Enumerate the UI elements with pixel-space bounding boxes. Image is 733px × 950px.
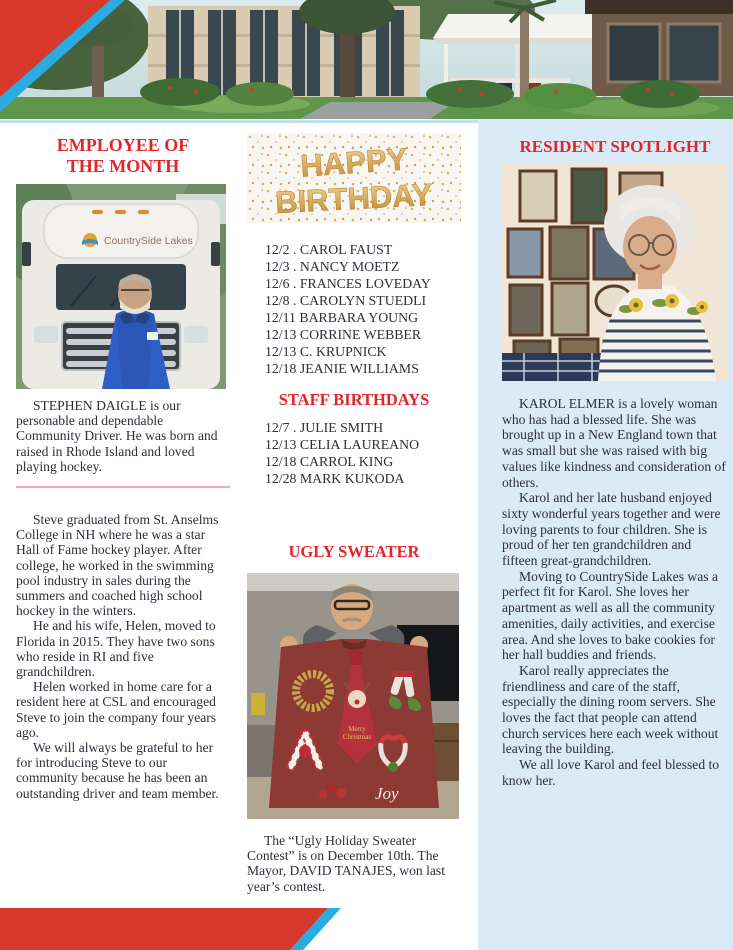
joy-text: Joy bbox=[375, 784, 399, 803]
banner-word-birthday: BIRTHDAY bbox=[274, 176, 434, 221]
birthday-list-item: 12/18 CARROL KING bbox=[265, 454, 394, 469]
resident-paragraph: Moving to CountrySide Lakes was a perfect fit for Karol. She loves her apartment as well as all the community amenities, daily activities, and exercise area. And she loves to bake cookies for her hall buddies and friends. bbox=[502, 568, 718, 663]
employee-title-line1: EMPLOYEE OF bbox=[56, 135, 190, 155]
bottom-left-corner-ribbon bbox=[0, 908, 345, 950]
happy-birthday-banner bbox=[247, 133, 461, 223]
resident-paragraph: Karol really appreciates the friendliness and care of the staff, especially the dining room servers. She loves the fact that people can attend church services here each week without leaving the building. bbox=[502, 662, 719, 757]
employee-paragraph: We will always be grateful to her for introducing Steve to our community because he has been an outstanding driver and team member. bbox=[16, 740, 219, 801]
birthday-list-item: 12/2 . CAROL FAUST bbox=[265, 242, 393, 257]
employee-story bbox=[16, 512, 230, 801]
employee-paragraph: Steve graduated from St. Anselms College in NH where he was a star Hall of Fame hockey player. After college, he worked in the swimming pool industry in sales during the summers and coached high school hockey in the winters. bbox=[16, 512, 219, 619]
birthday-list-item: 12/28 MARK KUKODA bbox=[265, 471, 405, 486]
ugly-sweater-caption bbox=[247, 833, 461, 894]
staff-birthday-list bbox=[247, 419, 461, 487]
couch bbox=[502, 353, 612, 381]
employee-paragraph: He and his wife, Helen, moved to Florida in 2015. They have two sons who reside in RI and five grandchildren. bbox=[16, 618, 216, 680]
resident-paragraph: We all love Karol and feel blessed to know her. bbox=[502, 757, 720, 788]
banner-word-happy: HAPPY bbox=[299, 141, 409, 184]
birthday-list-item: 12/7 . JULIE SMITH bbox=[265, 420, 384, 435]
resident-spotlight-title: RESIDENT SPOTLIGHT bbox=[519, 137, 711, 156]
resident-spotlight-section bbox=[502, 136, 728, 789]
section-divider bbox=[16, 486, 230, 488]
resident-photo bbox=[502, 163, 728, 381]
birthdays-section bbox=[247, 133, 461, 894]
ugly-sweater-title: UGLY SWEATER bbox=[288, 542, 420, 561]
birthday-list-item: 12/6 . FRANCES LOVEDAY bbox=[265, 276, 431, 291]
birthday-list-item: 12/8 . CAROLYN STUEDLI bbox=[265, 293, 427, 308]
bus-logo-text: CountrySide Lakes bbox=[104, 235, 193, 247]
birthday-list-item: 12/13 CORRINE WEBBER bbox=[265, 327, 422, 342]
resident-paragraph: KAROL ELMER is a lovely woman who has had a blessed life. She was brought up in a New England town that was small but she was raised with big values like kindness and consideration of others. bbox=[502, 396, 726, 490]
employee-of-the-month-section bbox=[16, 135, 230, 801]
employee-paragraph: Helen worked in home care for a resident here at CSL and encouraged Steve to join the company four years ago. bbox=[16, 679, 217, 740]
resident-birthday-list bbox=[247, 241, 461, 377]
staff-birthdays-title: STAFF BIRTHDAYS bbox=[278, 390, 430, 409]
employee-title bbox=[16, 135, 230, 177]
resident-story bbox=[502, 396, 728, 789]
top-left-corner-ribbon bbox=[0, 0, 130, 115]
birthday-list-item: 12/18 JEANIE WILLIAMS bbox=[265, 361, 419, 376]
ugly-sweater-photo bbox=[247, 573, 459, 819]
employee-intro bbox=[16, 398, 230, 474]
birthday-list-item: 12/3 . NANCY MOETZ bbox=[265, 259, 400, 274]
tie-text-merry: Merry bbox=[348, 725, 366, 733]
birthday-list-item: 12/11 BARBARA YOUNG bbox=[265, 310, 419, 325]
employee-title-line2: THE MONTH bbox=[66, 156, 180, 176]
employee-photo bbox=[16, 184, 226, 389]
ugly-sweater-garment bbox=[269, 639, 439, 808]
ugly-sweater-caption-text: The “Ugly Holiday Sweater Contest” is on December 10th. The Mayor, DAVID TANAJES, won last year’s contest. bbox=[247, 833, 445, 894]
resident-paragraph: Karol and her late husband enjoyed sixty wonderful years together and were loving parents to four children. She is proud of her ten grandchildren and fifteen great-grandchildren. bbox=[502, 490, 721, 569]
employee-intro-paragraph: STEPHEN DAIGLE is our personable and dependable Community Driver. He was born and raised in Rhode Island and loved playing hockey. bbox=[16, 398, 218, 474]
tie-text-christmas: Christmas bbox=[342, 733, 372, 741]
birthday-list-item: 12/13 C. KRUPNICK bbox=[265, 344, 387, 359]
birthday-list-item: 12/13 CELIA LAUREANO bbox=[265, 437, 420, 452]
